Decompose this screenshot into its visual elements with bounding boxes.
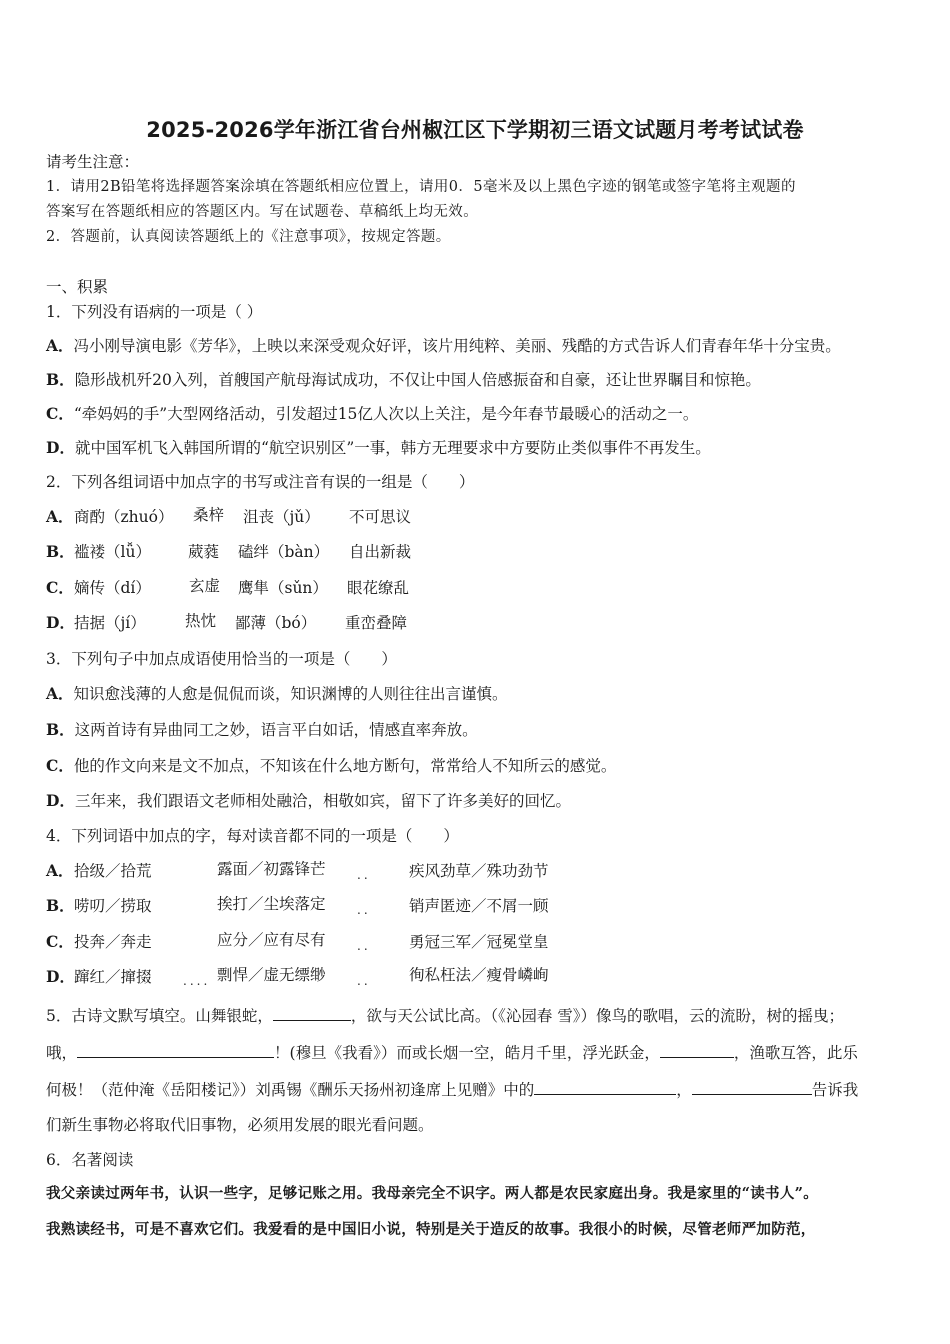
q2-a-word-4: 不可思议 xyxy=(349,508,412,526)
q2-c-word-1: 嫡传（dí） xyxy=(74,579,151,597)
q2-a-word-3: 沮丧（jǔ） xyxy=(243,508,320,526)
q2-b-word-2: 葳蕤 xyxy=(188,543,220,561)
q5-text: ，欲与天公试比高。（《沁园春 雪》）像鸟的歌唱，云的流盼，树的摇曳； xyxy=(350,1007,845,1025)
option-letter: D． xyxy=(46,791,75,810)
fill-blank-2[interactable] xyxy=(77,1041,274,1058)
q2-c-word-2: 玄虚 xyxy=(189,577,221,595)
q6-passage-line-2: 我熟读经书，可是不喜欢它们。我爱看的是中国旧小说，特别是关于造反的故事。我很小的时候，尽管老师严加防范， xyxy=(46,1221,816,1238)
notice-heading: 请考生注意： xyxy=(46,153,140,171)
q4-b-pair-3: 销声匿迹／不屑一顾 xyxy=(409,897,549,915)
q6-stem: 6．名著阅读 xyxy=(46,1151,134,1169)
q1-option-a xyxy=(46,336,841,356)
option-text: 这两首诗有异曲同工之妙，语言平白如话，情感直率奔放。 xyxy=(74,721,478,739)
section-heading: 一、积累 xyxy=(46,278,109,296)
emphasis-dots: .. xyxy=(357,939,371,953)
q2-d-word-3: 鄙薄（bó） xyxy=(235,614,317,632)
q5-text: ，渔歌互答，此乐 xyxy=(733,1044,858,1062)
q1-stem: 1．下列没有语病的一项是（ ） xyxy=(46,303,263,321)
q6-passage-line-1: 我父亲读过两年书，认识一些字，足够记账之用。我母亲完全不识字。两人都是农民家庭出身。我是家里的“读书人”。 xyxy=(46,1185,819,1202)
q5-text: 5．古诗文默写填空。山舞银蛇， xyxy=(46,1007,273,1025)
q4-option-b-letter: B． xyxy=(46,896,75,915)
q5-text: ！(穆旦《我看》）而或长烟一空，皓月千里，浮光跃金， xyxy=(274,1044,660,1062)
option-letter: A． xyxy=(46,684,74,703)
option-text: 知识愈浅薄的人愈是侃侃而谈，知识渊博的人则往往出言谨慎。 xyxy=(73,685,508,703)
q3-option-d xyxy=(46,791,571,811)
notice-line-2: 2．答题前，认真阅读答题纸上的《注意事项》，按规定答题。 xyxy=(46,229,451,245)
q2-stem: 2．下列各组词语中加点字的书写或注音有误的一组是（ ） xyxy=(46,473,475,491)
q3-option-a xyxy=(46,684,508,704)
q5-text: 何极！（范仲淹《岳阳楼记》）刘禹锡《酬乐天扬州初逢席上见赠》中的 xyxy=(46,1081,535,1099)
option-letter: B． xyxy=(46,370,75,389)
q2-d-word-2: 热忱 xyxy=(185,612,217,630)
q2-a-word-1: 商酌（zhuó） xyxy=(74,508,174,526)
q4-b-pair-1: 唠叨／捞取 xyxy=(74,897,152,915)
option-text: 他的作文向来是文不加点，不知该在什么地方断句，常常给人不知所云的感觉。 xyxy=(73,757,617,775)
q3-stem: 3．下列句子中加点成语使用恰当的一项是（ ） xyxy=(46,650,397,668)
q5-text: ， xyxy=(676,1081,692,1099)
q2-option-a-letter: A． xyxy=(46,507,74,526)
q2-b-word-3: 磕绊（bàn） xyxy=(238,543,330,561)
fill-blank-5[interactable] xyxy=(692,1078,812,1095)
fill-blank-1[interactable] xyxy=(273,1004,351,1021)
q2-option-b-letter: B． xyxy=(46,542,75,561)
q4-option-d-letter: D． xyxy=(46,967,75,986)
q4-option-c-letter: C． xyxy=(46,932,74,951)
emphasis-dots: .. xyxy=(357,868,371,882)
emphasis-dots: .... xyxy=(183,974,211,988)
q2-b-word-4: 自出新裁 xyxy=(349,543,412,561)
q4-d-pair-1: 蹿红／撺掇 xyxy=(74,968,152,986)
option-text: “牵妈妈的手”大型网络活动，引发超过15亿人次以上关注，是今年春节最暖心的活动之一。 xyxy=(73,405,699,423)
q4-d-pair-2: 剽悍／虚无缥缈 xyxy=(217,966,326,984)
option-letter: B． xyxy=(46,720,75,739)
q4-option-a-letter: A． xyxy=(46,861,74,880)
q2-option-d-letter: D． xyxy=(46,613,75,632)
q2-d-word-4: 重峦叠障 xyxy=(345,614,408,632)
emphasis-dots: .. xyxy=(357,903,371,917)
q3-option-b xyxy=(46,720,478,740)
q4-b-pair-2: 挨打／尘埃落定 xyxy=(217,895,326,913)
option-text: 冯小刚导演电影《芳华》，上映以来深受观众好评，该片用纯粹、美丽、残酷的方式告诉人们青春年华十分宝贵。 xyxy=(73,337,841,355)
option-letter: D． xyxy=(46,438,75,457)
q2-a-word-2: 桑梓 xyxy=(193,506,225,524)
option-text: 就中国军机飞入韩国所谓的“航空识别区”一事，韩方无理要求中方要防止类似事件不再发生。 xyxy=(74,439,711,457)
q2-c-word-4: 眼花缭乱 xyxy=(347,579,410,597)
notice-line-1b: 答案写在答题纸相应的答题区内。写在试题卷、草稿纸上均无效。 xyxy=(46,204,479,220)
q4-stem: 4．下列词语中加点的字，每对读音都不同的一项是（ ） xyxy=(46,827,459,845)
notice-line-1a: 1．请用2B铅笔将选择题答案涂填在答题纸相应位置上，请用0．5毫米及以上黑色字迹的钢笔或签字笔将主观题的 xyxy=(46,179,796,195)
q5-text: 哦， xyxy=(46,1044,78,1062)
q5-text: 告诉我 xyxy=(811,1081,859,1099)
emphasis-dots: .. xyxy=(357,974,371,988)
option-letter: A． xyxy=(46,336,74,355)
q5-line-1 xyxy=(46,1004,844,1026)
q5-line-4: 们新生事物必将取代旧事物，必须用发展的眼光看问题。 xyxy=(46,1116,434,1134)
option-letter: C． xyxy=(46,404,74,423)
exam-title: 2025-2026学年浙江省台州椒江区下学期初三语文试题月考考试试卷 xyxy=(146,118,804,142)
fill-blank-4[interactable] xyxy=(534,1078,676,1095)
q4-a-pair-2: 露面／初露锋芒 xyxy=(217,860,326,878)
q4-c-pair-3: 勇冠三军／冠冕堂皇 xyxy=(409,933,549,951)
q2-option-c-letter: C． xyxy=(46,578,74,597)
q4-a-pair-3: 疾风劲草／殊功劲节 xyxy=(409,862,549,880)
q2-d-word-1: 拮据（jí） xyxy=(74,614,146,632)
option-letter: C． xyxy=(46,756,74,775)
q4-c-pair-2: 应分／应有尽有 xyxy=(217,931,326,949)
q4-d-pair-3: 徇私枉法／瘦骨嶙峋 xyxy=(409,966,549,984)
q5-line-3 xyxy=(46,1078,858,1100)
q2-c-word-3: 鹰隼（sǔn） xyxy=(238,579,328,597)
fill-blank-3[interactable] xyxy=(660,1041,734,1058)
q4-c-pair-1: 投奔／奔走 xyxy=(74,933,152,951)
option-text: 三年来，我们跟语文老师相处融洽，相敬如宾，留下了许多美好的回忆。 xyxy=(74,792,571,810)
option-text: 隐形战机歼20入列，首艘国产航母海试成功，不仅让中国人倍感振奋和自豪，还让世界瞩目和惊艳。 xyxy=(74,371,761,389)
q1-option-d xyxy=(46,438,711,458)
q5-line-2 xyxy=(46,1041,858,1063)
q4-a-pair-1: 拾级／拾荒 xyxy=(74,862,152,880)
q1-option-c xyxy=(46,404,698,424)
q1-option-b xyxy=(46,370,761,390)
q3-option-c xyxy=(46,756,616,776)
q2-b-word-1: 褴褛（lǚ） xyxy=(74,543,151,561)
